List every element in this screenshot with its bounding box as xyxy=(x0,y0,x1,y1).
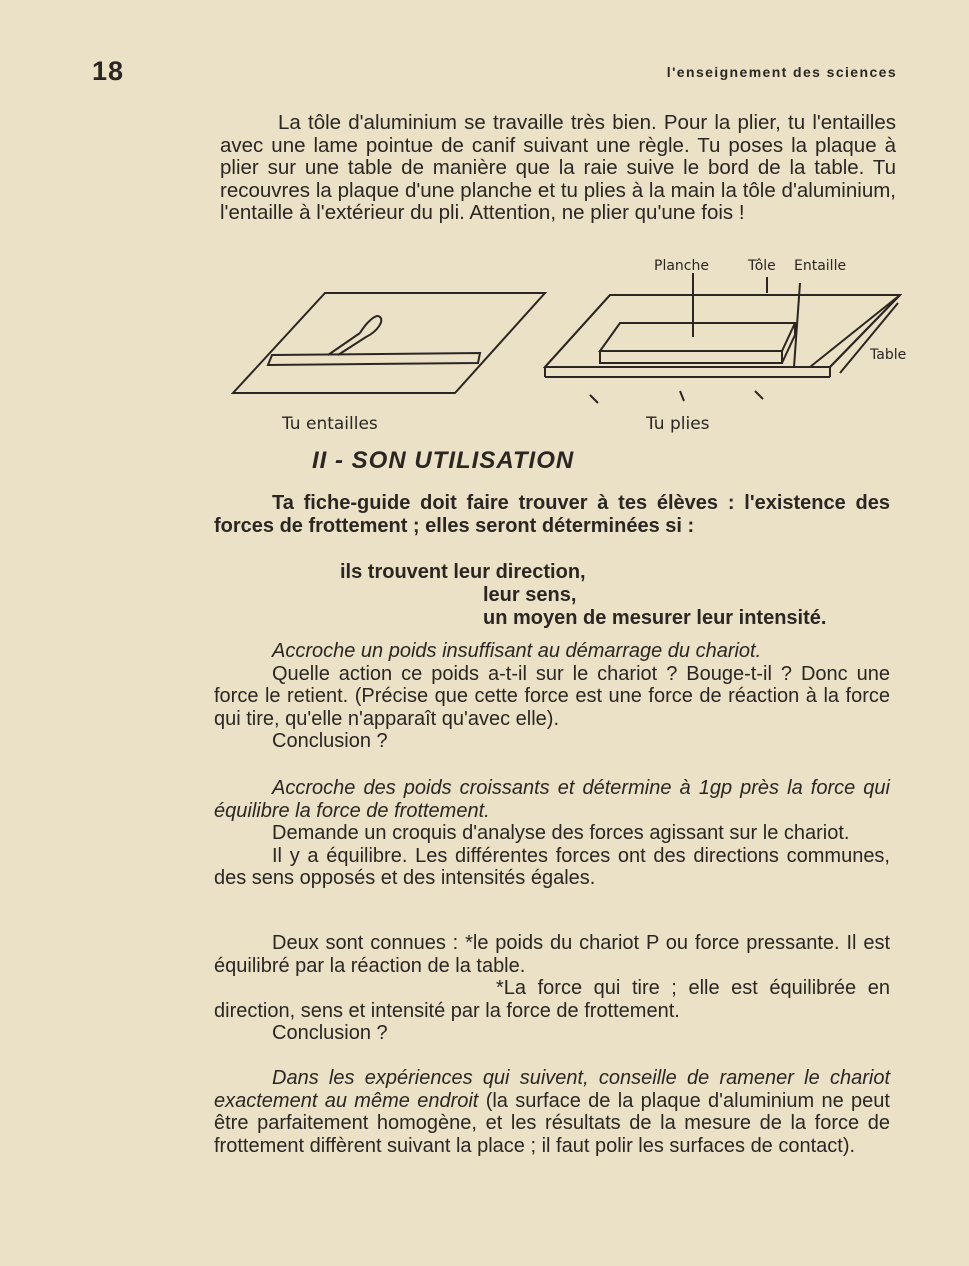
step1-body: Quelle action ce poids a-t-il sur le chariot ? Bouge-t-il ? Donc une force le retient. (Précise que cette force est une force de réaction à la force qui tire, qu'elle n'apparaît qu'avec elle). xyxy=(214,662,890,730)
caption-tu-entailles: Tu entailles xyxy=(282,414,378,434)
objectives-lead xyxy=(214,492,890,537)
plank xyxy=(600,323,795,351)
running-head: l'enseignement des sciences xyxy=(666,64,897,80)
caption-tu-plies: Tu plies xyxy=(646,414,710,434)
table-top xyxy=(545,295,900,367)
section-title: II - SON UTILISATION xyxy=(312,447,575,474)
page-number: 18 xyxy=(92,56,125,86)
aluminium-plate-left xyxy=(233,293,545,393)
step1-instruction: Accroche un poids insuffisant au démarrage du chariot. xyxy=(272,640,762,662)
step3-line1: Deux sont connues : *le poids du chariot P ou force pressante. Il est équilibré par la réaction de la table. xyxy=(214,932,890,977)
objective-direction: ils trouvent leur direction, xyxy=(340,561,586,583)
objective-intensite: un moyen de mesurer leur intensité. xyxy=(483,607,827,629)
label-table: Table xyxy=(870,347,907,363)
label-entaille: Entaille xyxy=(794,258,847,274)
step2-body2: Il y a équilibre. Les différentes forces ont des directions communes, des sens opposés et des intensités égales. xyxy=(214,844,890,889)
hand-marks xyxy=(590,391,763,403)
objective-sens: leur sens, xyxy=(483,584,577,606)
label-planche: Planche xyxy=(654,258,709,274)
label-tole: Tôle xyxy=(748,258,776,274)
step3-line2: *La force qui tire ; elle est équilibrée en direction, sens et intensité par la force de frottement. xyxy=(214,977,890,1022)
step3-conclusion: Conclusion ? xyxy=(272,1022,388,1044)
intro-text: La tôle d'aluminium se travaille très bien. Pour la plier, tu l'entailles avec une lame pointue de canif suivant une règle. Tu poses la plaque à plier sur une table de manière que la raie suive le bord de la table. Tu recouvres la plaque d'une planche et tu plies à la main la tôle d'aluminium, l'entaille à l'extérieur du pli. Attention, ne plier qu'une fois ! xyxy=(220,111,896,225)
step4 xyxy=(214,1067,890,1157)
objectives-lead-text: Ta fiche-guide doit faire trouver à tes élèves : l'existence des forces de frottement ; elles seront déterminées si : xyxy=(214,492,890,537)
knife xyxy=(328,316,381,355)
step2 xyxy=(214,777,890,890)
step3 xyxy=(214,932,890,1045)
step2-body1: Demande un croquis d'analyse des forces agissant sur le chariot. xyxy=(272,822,850,844)
folded-plate xyxy=(545,295,900,373)
step1-conclusion: Conclusion ? xyxy=(272,730,388,752)
step2-instruction: Accroche des poids croissants et détermine à 1gp près la force qui équilibre la force de frottement. xyxy=(214,777,890,822)
step4-instruction: Dans les expériences qui suivent, conseille de ramener le chariot exactement au même endroit xyxy=(214,1067,890,1112)
step1 xyxy=(214,640,890,753)
step4-body: (la surface de la plaque d'aluminium ne peut être parfaitement homogène, et les résultats de la mesure de la force de frottement diffèrent suivant la place ; il faut polir les surfaces de contact). xyxy=(214,1089,890,1157)
intro-paragraph xyxy=(220,112,896,225)
ruler xyxy=(268,353,480,365)
bending-diagram xyxy=(220,255,920,415)
